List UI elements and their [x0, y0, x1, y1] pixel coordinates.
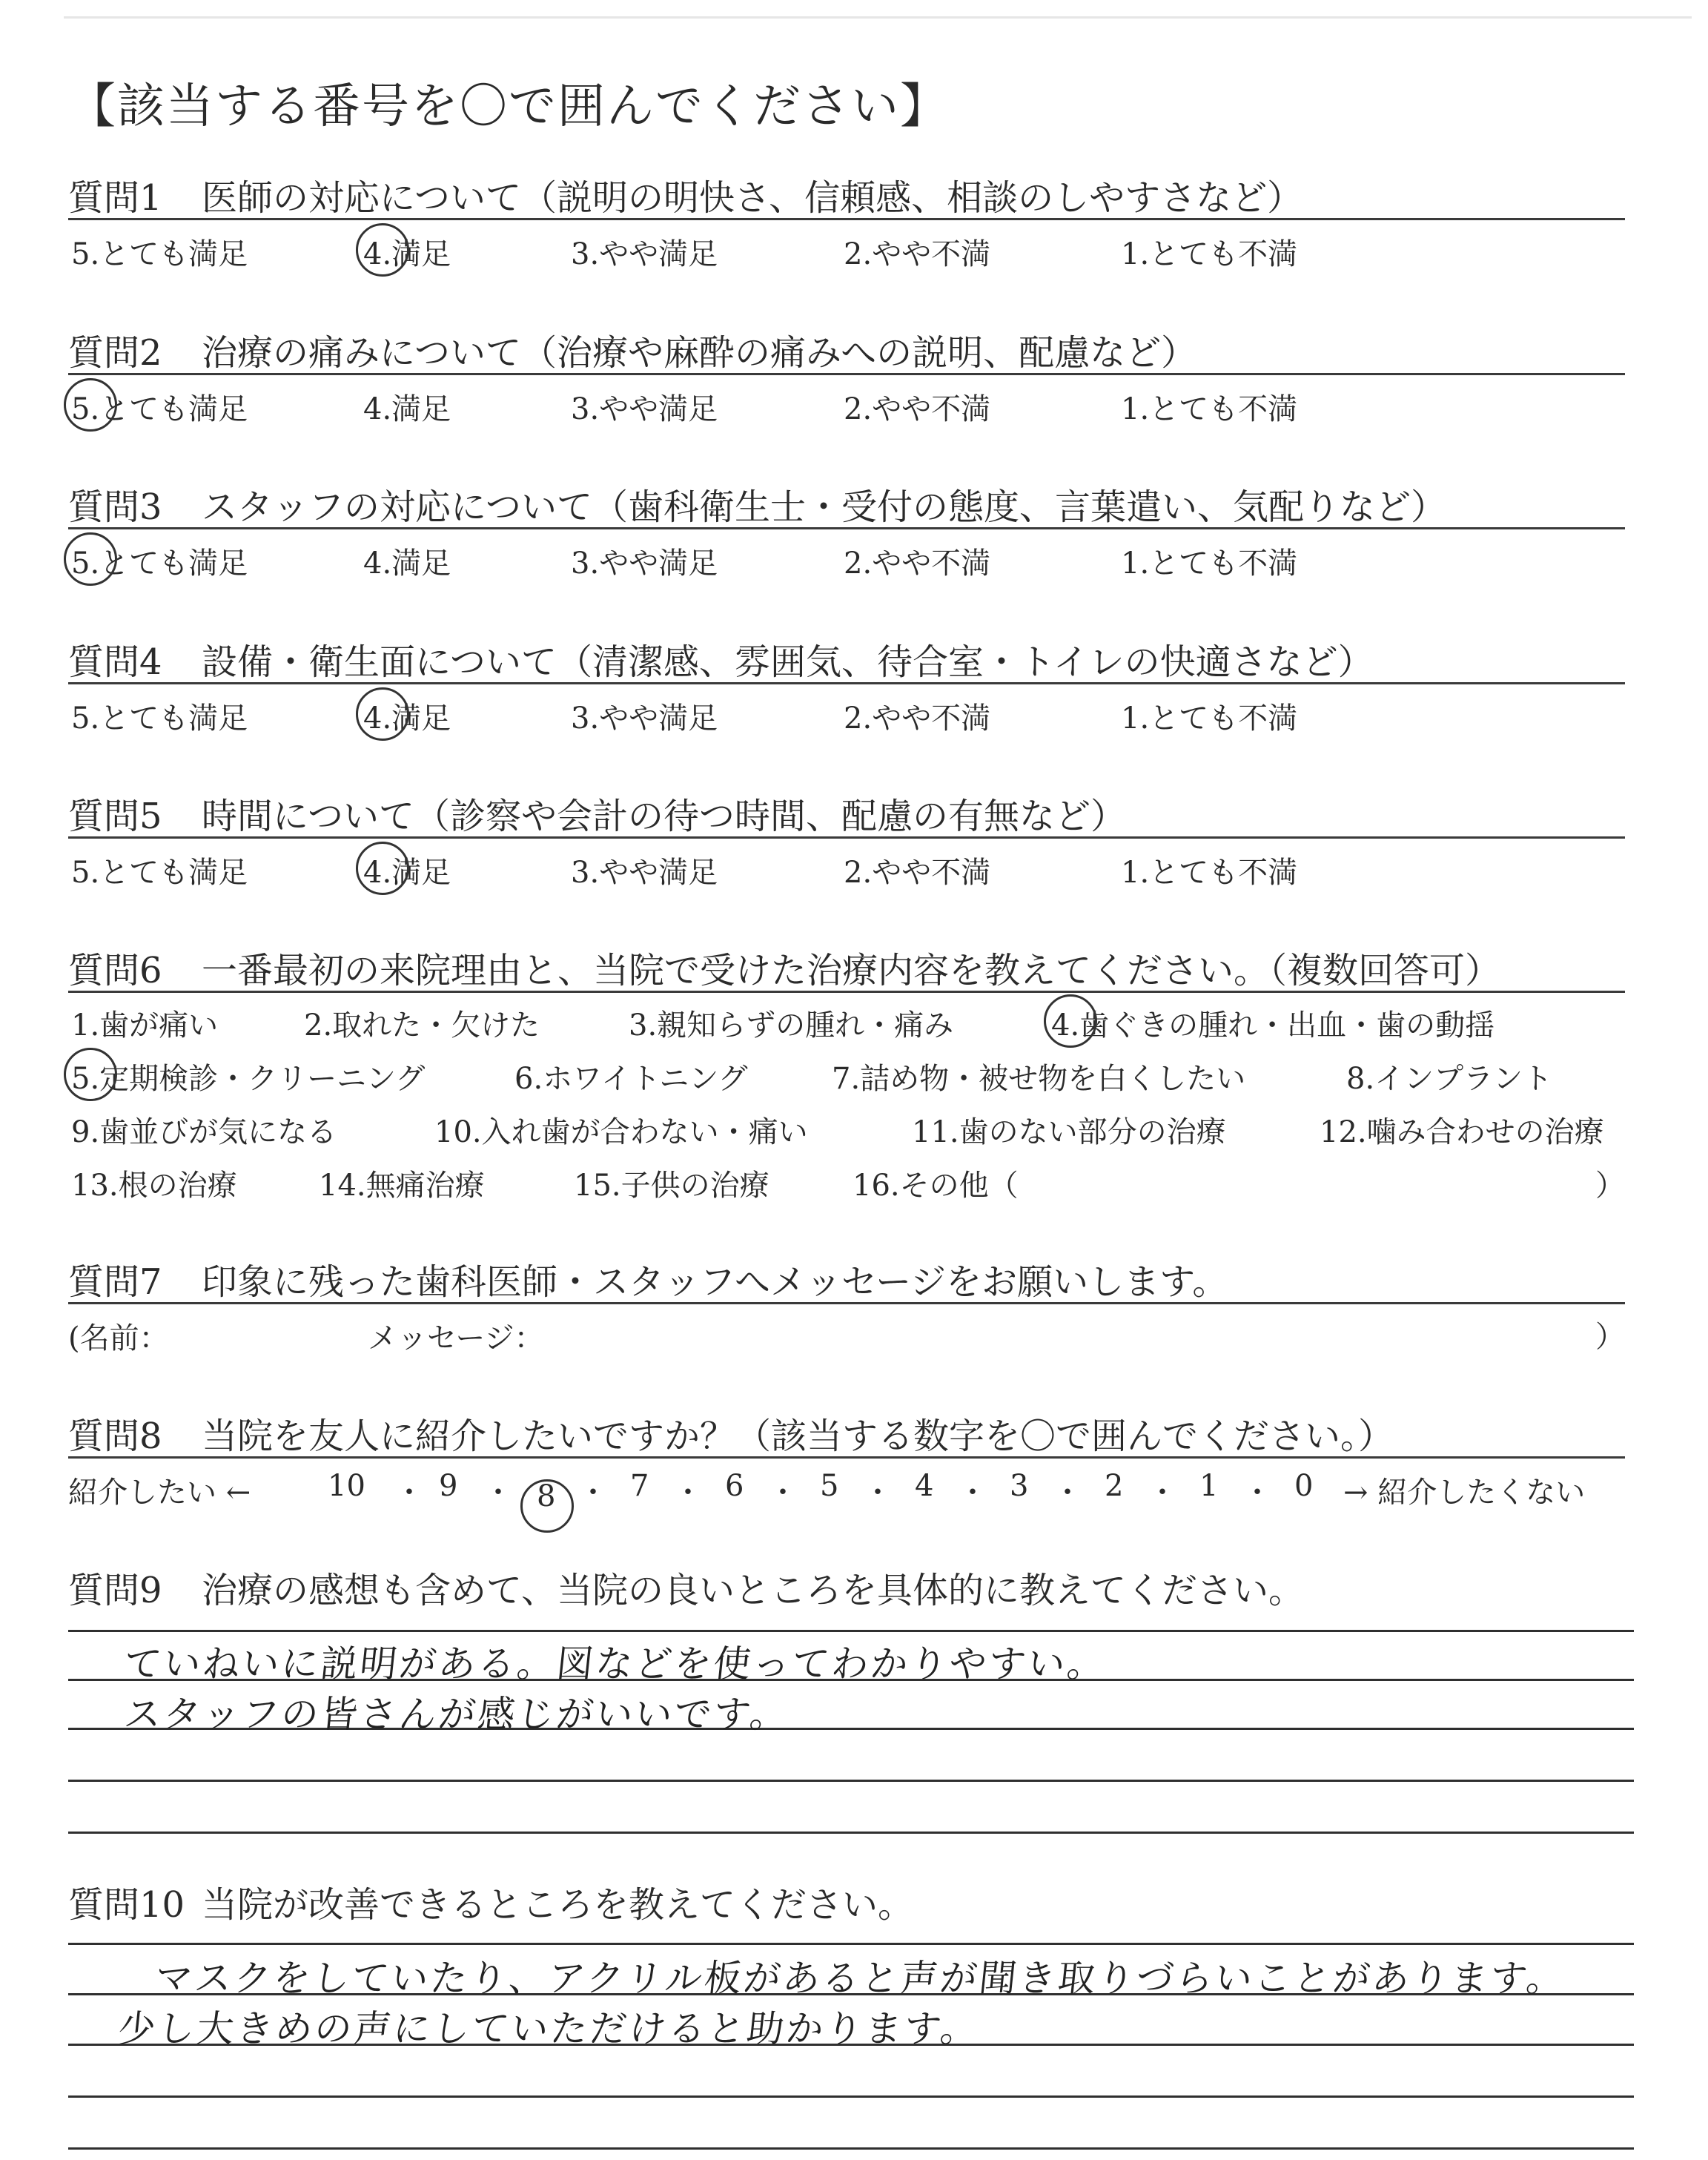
close-paren: ） [1595, 1169, 1625, 1203]
question-text: 治療の痛みについて（治療や麻酔の痛みへの説明、配慮など） [202, 332, 1197, 374]
rating-options [68, 375, 1625, 427]
option-3[interactable]: 3.やや満足 [571, 237, 718, 271]
scale-6[interactable]: 6 [725, 1469, 744, 1503]
question-text: 治療の感想も含めて、当院の良いところを具体的に教えてください。 [202, 1570, 1305, 1611]
option-4[interactable]: 4.満足 [363, 546, 451, 581]
option-2[interactable]: 2.やや不満 [844, 392, 991, 426]
question-8 [68, 1407, 1625, 1513]
question-1 [68, 169, 1625, 272]
reason-option-3[interactable]: 3.親知らずの腫れ・痛み [629, 1008, 954, 1043]
selected-circle [64, 378, 117, 432]
reason-option-9[interactable]: 9.歯並びが気になる [71, 1115, 337, 1149]
question-2 [68, 324, 1625, 427]
scale-right-label: → 紹介したくない [1343, 1476, 1586, 1510]
reason-option-16[interactable]: 16.その他（ [853, 1169, 1019, 1203]
answer-line [68, 2095, 1634, 2098]
question-number: 質問7 [68, 1261, 162, 1303]
option-1[interactable]: 1.とても不満 [1121, 392, 1298, 426]
scale-9[interactable]: 9 [439, 1469, 458, 1503]
option-2[interactable]: 2.やや不満 [844, 237, 991, 271]
reason-option-8[interactable]: 8.インプラント [1346, 1062, 1553, 1096]
option-3[interactable]: 3.やや満足 [571, 701, 718, 736]
question-3 [68, 478, 1625, 581]
reason-option-6[interactable]: 6.ホワイトニング [514, 1062, 748, 1096]
handwritten-answer-line-1: ていねいに説明がある。図などを使ってわかりやすい。 [122, 1642, 1109, 1685]
message-fields [68, 1304, 1625, 1356]
question-4 [68, 633, 1625, 736]
selected-circle [356, 842, 409, 895]
selected-circle [64, 1048, 117, 1101]
scale-7[interactable]: 7 [630, 1469, 649, 1503]
close-paren: ） [1595, 1320, 1625, 1354]
reason-option-4[interactable]: 4.歯ぐきの腫れ・出血・歯の動揺 [1051, 1002, 1494, 1044]
question-6 [68, 942, 1625, 1206]
selected-circle [1044, 994, 1097, 1048]
answer-line [68, 2147, 1634, 2150]
reason-option-7[interactable]: 7.詰め物・被せ物を白くしたい [832, 1062, 1246, 1096]
answer-line [68, 1943, 1634, 1945]
reason-option-14[interactable]: 14.無痛治療 [319, 1169, 485, 1203]
scale-4[interactable]: 4 [915, 1469, 934, 1503]
rating-options [68, 684, 1625, 736]
reason-option-5[interactable]: 5.定期検診・クリーニング [71, 1055, 425, 1097]
answer-line [68, 1630, 1634, 1632]
scale-3[interactable]: 3 [1010, 1469, 1029, 1503]
scale-1[interactable]: 1 [1199, 1469, 1219, 1503]
recommend-scale: 紹介したい ← 10 ・ 9 ・ 8 ・ 7 ・ 6 ・ 5 ・ 4 ・ 3 ・ 2 ・ 1 ・ 0 → 紹介したくない [68, 1459, 1625, 1513]
scale-10[interactable]: 10 [328, 1469, 365, 1503]
answer-line [68, 1780, 1634, 1782]
reason-option-15[interactable]: 15.子供の治療 [574, 1169, 769, 1203]
name-label: (名前： [68, 1321, 169, 1355]
option-5[interactable]: 5.とても満足 [71, 237, 248, 271]
question-number: 質問2 [68, 332, 162, 374]
option-4[interactable]: 4.満足 [363, 695, 451, 737]
scale-0[interactable]: 0 [1294, 1469, 1314, 1503]
question-text: 時間について（診察や会計の待つ時間、配慮の有無など） [202, 796, 1127, 837]
question-number: 質問8 [68, 1416, 162, 1457]
question-number: 質問3 [68, 486, 162, 528]
option-2[interactable]: 2.やや不満 [844, 701, 991, 736]
option-5[interactable]: 5.とても満足 [71, 540, 248, 582]
question-number: 質問4 [68, 641, 162, 683]
question-number: 質問6 [68, 950, 162, 991]
option-1[interactable]: 1.とても不満 [1121, 546, 1298, 581]
option-4[interactable]: 4.満足 [363, 849, 451, 891]
question-text: 当院を友人に紹介したいですか？（該当する数字を〇で囲んでください。） [202, 1416, 1394, 1457]
selected-circle [356, 687, 409, 741]
question-number: 質問1 [68, 177, 162, 219]
scale-2[interactable]: 2 [1105, 1469, 1124, 1503]
reason-option-10[interactable]: 10.入れ歯が合わない・痛い [434, 1115, 808, 1149]
option-3[interactable]: 3.やや満足 [571, 546, 718, 581]
question-number: 質問10 [68, 1884, 185, 1926]
handwritten-answer-line-2: スタッフの皆さんが感じがいいです。 [122, 1693, 792, 1736]
rating-options [68, 839, 1625, 891]
rating-options [68, 220, 1625, 272]
selected-circle [64, 532, 117, 586]
option-3[interactable]: 3.やや満足 [571, 392, 718, 426]
option-5[interactable]: 5.とても満足 [71, 856, 248, 890]
option-3[interactable]: 3.やや満足 [571, 856, 718, 890]
message-label: メッセージ： [368, 1321, 544, 1355]
top-border [64, 16, 1692, 19]
question-7 [68, 1253, 1625, 1356]
option-5[interactable]: 5.とても満足 [71, 386, 248, 428]
question-text: 医師の対応について（説明の明快さ、信頼感、相談のしやすさなど） [202, 177, 1303, 219]
answer-line [68, 1832, 1634, 1834]
page-title: 【該当する番号を〇で囲んでください】 [68, 79, 949, 134]
scale-5[interactable]: 5 [820, 1469, 839, 1503]
option-2[interactable]: 2.やや不満 [844, 546, 991, 581]
question-text: 当院が改善できるところを教えてください。 [202, 1884, 914, 1926]
reason-option-12[interactable]: 12.噛み合わせの治療 [1320, 1115, 1604, 1149]
question-5 [68, 787, 1625, 891]
question-number: 質問5 [68, 796, 162, 837]
option-1[interactable]: 1.とても不満 [1121, 701, 1298, 736]
reason-options [68, 993, 1625, 1206]
question-text: 印象に残った歯科医師・スタッフへメッセージをお願いします。 [202, 1261, 1228, 1303]
selected-circle [356, 223, 409, 277]
option-4[interactable]: 4.満足 [363, 231, 451, 273]
option-1[interactable]: 1.とても不満 [1121, 237, 1298, 271]
handwritten-answer-line-2: 少し大きめの声にしていただけると助かります。 [116, 2007, 982, 2050]
question-text: 設備・衛生面について（清潔感、雰囲気、待合室・トイレの快適さなど） [202, 641, 1374, 683]
rating-options [68, 529, 1625, 581]
question-text: 一番最初の来院理由と、当院で受けた治療内容を教えてください。（複数回答可） [202, 950, 1501, 991]
question-text: スタッフの対応について（歯科衛生士・受付の態度、言葉遣い、気配りなど） [202, 486, 1447, 528]
option-2[interactable]: 2.やや不満 [844, 856, 991, 890]
reason-option-11[interactable]: 11.歯のない部分の治療 [912, 1115, 1226, 1149]
handwritten-answer-line-1: マスクをしていたり、アクリル板があると声が聞き取りづらいことがあります。 [153, 1957, 1569, 2000]
option-5[interactable]: 5.とても満足 [71, 701, 248, 736]
scale-left-label: 紹介したい ← [68, 1476, 251, 1510]
question-number: 質問9 [68, 1570, 162, 1611]
question-9 [68, 1562, 1625, 1611]
reason-option-1[interactable]: 1.歯が痛い [71, 1008, 219, 1043]
reason-option-13[interactable]: 13.根の治療 [71, 1169, 237, 1203]
option-4[interactable]: 4.満足 [363, 392, 451, 426]
option-1[interactable]: 1.とても不満 [1121, 856, 1298, 890]
reason-option-2[interactable]: 2.取れた・欠けた [304, 1008, 540, 1043]
question-10 [68, 1876, 1625, 1925]
